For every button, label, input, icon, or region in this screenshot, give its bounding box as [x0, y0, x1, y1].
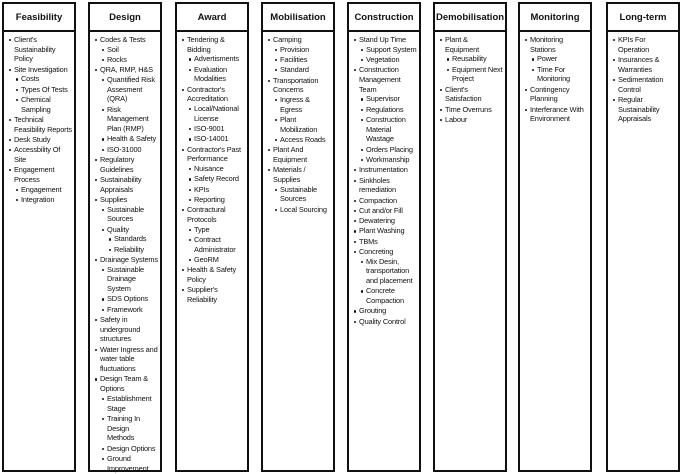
list-item-text: TBMs — [359, 236, 378, 246]
bullet-list — [107, 234, 158, 254]
list-item-text: Construction Material Wastage — [366, 115, 406, 144]
list-item — [523, 105, 588, 124]
list-item-text: Site Investigation — [14, 64, 68, 74]
stage-body — [261, 32, 335, 472]
list-item-text: Costs — [21, 74, 40, 84]
list-item-text: Contractural Protocols — [187, 205, 226, 224]
list-item-text: Concrete Compaction — [366, 286, 404, 306]
list-item-text: KPIs For Operation — [618, 35, 650, 54]
bullet-list — [523, 35, 588, 124]
stage-column-award — [175, 2, 249, 472]
stage-column-long-term — [606, 2, 680, 472]
list-item-text: Ingress & Egress — [280, 95, 310, 114]
bullet-list — [100, 205, 158, 255]
list-item — [352, 226, 417, 236]
list-item — [359, 257, 417, 286]
list-item-text: Drainage Systems — [100, 255, 158, 264]
list-item-text: Grouting — [359, 306, 387, 316]
list-item — [273, 65, 331, 75]
stage-column-monitoring — [518, 2, 592, 472]
list-item — [187, 255, 245, 265]
list-item-text: Quality Control — [359, 316, 406, 326]
list-item-text: Supplies — [100, 195, 128, 204]
list-item-text: Orders Placing — [366, 144, 413, 154]
list-item-text: Stand Up Time — [359, 35, 406, 44]
list-item-text: Plant & Equipment — [445, 35, 479, 54]
list-item-text: Type — [194, 224, 210, 234]
list-item — [359, 145, 417, 155]
bullet-list — [273, 185, 331, 215]
list-item-text: Evaluation Modalities — [194, 64, 228, 84]
list-item — [187, 54, 245, 64]
list-item — [7, 35, 72, 64]
list-item-text: Desk Study — [14, 135, 51, 144]
list-item-text: Facilities — [280, 55, 308, 64]
stage-body — [518, 32, 592, 472]
list-item-text: Health & Safety — [107, 134, 157, 144]
stage-header: Long-term — [606, 2, 680, 32]
list-item — [93, 175, 158, 194]
list-item-text: Client's Satisfaction — [445, 84, 482, 104]
list-item — [180, 265, 245, 284]
list-item-text: Cut and/or Fill — [359, 205, 403, 215]
list-item — [273, 55, 331, 65]
list-item — [93, 35, 158, 65]
bullet-list — [100, 265, 158, 315]
list-item-text: Establishment Stage — [107, 393, 152, 413]
list-item-text: Sinkholes remediation — [359, 175, 396, 195]
list-item — [100, 134, 158, 144]
stage-column-feasibility — [2, 2, 76, 472]
bullet-list — [352, 35, 417, 326]
list-item-text: Safety in underground structures — [100, 315, 141, 344]
list-item-text: Transportation Concerns — [273, 75, 319, 95]
list-item-text: Nuisance — [194, 164, 224, 174]
list-item-text: Accessbility Of Site — [14, 145, 61, 164]
list-item-text: Local Sourcing — [280, 204, 327, 214]
list-item-text: Power — [537, 54, 558, 64]
list-item — [273, 115, 331, 134]
stage-body — [606, 32, 680, 472]
bullet-list — [187, 104, 245, 144]
list-item — [107, 234, 158, 244]
list-item — [445, 65, 503, 84]
list-item — [523, 35, 588, 84]
stage-body — [175, 32, 249, 472]
bullet-list — [273, 95, 331, 145]
list-item — [530, 54, 588, 64]
stage-column-mobilisation — [261, 2, 335, 472]
list-item — [266, 76, 331, 145]
list-item — [187, 134, 245, 144]
list-item-text: Provision — [280, 44, 310, 54]
bullet-list — [359, 94, 417, 164]
list-item — [100, 444, 158, 454]
list-item — [611, 75, 676, 94]
list-item — [14, 185, 72, 195]
list-item-text: Sustainable Sources — [280, 184, 317, 204]
list-item — [187, 225, 245, 235]
list-item — [7, 165, 72, 204]
list-item — [359, 105, 417, 115]
list-item-text: Time For Monitoring — [537, 64, 571, 84]
list-item — [14, 85, 72, 95]
list-item — [352, 237, 417, 247]
list-item — [352, 306, 417, 316]
stage-header: Monitoring — [518, 2, 592, 32]
list-item-text: Regular Sustainability Appraisals — [618, 95, 660, 124]
list-item-text: Insurances & Warranties — [618, 55, 660, 74]
list-item-text: Reporting — [194, 195, 225, 204]
list-item — [266, 165, 331, 214]
list-item-text: Contractor's Past Performance — [187, 144, 241, 164]
list-item — [93, 255, 158, 314]
list-item — [100, 305, 158, 315]
list-item-text: Camping — [273, 35, 302, 44]
list-item — [523, 85, 588, 104]
bullet-list — [611, 35, 676, 124]
list-item-text: Technical Feasibility Reports — [14, 115, 72, 134]
list-item-text: Health & Safety Policy — [187, 265, 237, 284]
list-item — [352, 206, 417, 216]
list-item-text: ISO-31000 — [107, 144, 142, 154]
list-item — [187, 124, 245, 134]
list-item — [352, 247, 417, 306]
stage-body — [347, 32, 421, 472]
list-item-text: Monitoring Stations — [530, 35, 564, 54]
list-item — [14, 74, 72, 84]
list-item — [187, 195, 245, 205]
list-item — [107, 245, 158, 255]
list-item-text: Materials / Supplies — [273, 165, 306, 184]
bullet-list — [273, 45, 331, 75]
stage-header: Mobilisation — [261, 2, 335, 32]
list-item — [180, 145, 245, 205]
list-item — [7, 145, 72, 164]
list-item — [359, 286, 417, 305]
list-item-text: Instrumentation — [359, 165, 408, 175]
list-item — [352, 65, 417, 164]
list-item — [438, 85, 503, 104]
list-item — [273, 95, 331, 114]
list-item-text: Reusability — [452, 54, 487, 64]
list-item — [100, 454, 158, 473]
list-item-text: Engagement — [21, 184, 62, 194]
list-item — [180, 285, 245, 304]
list-item — [100, 205, 158, 224]
bullet-list — [180, 35, 245, 305]
list-item — [611, 55, 676, 74]
list-item — [352, 216, 417, 226]
bullet-list — [530, 54, 588, 84]
list-item-text: Compaction — [359, 195, 397, 205]
bullet-list — [14, 185, 72, 205]
list-item-text: Engagement Process — [14, 165, 55, 184]
list-item — [180, 205, 245, 264]
list-item — [359, 55, 417, 65]
list-item — [611, 95, 676, 124]
list-item — [100, 225, 158, 255]
list-item-text: Training In Design Methods — [107, 413, 140, 443]
list-item — [93, 195, 158, 254]
list-item — [266, 35, 331, 75]
list-item — [359, 155, 417, 165]
list-item — [611, 35, 676, 54]
list-item — [100, 55, 158, 65]
list-item — [352, 196, 417, 206]
stage-body — [2, 32, 76, 472]
list-item — [273, 205, 331, 215]
bullet-list — [100, 75, 158, 154]
list-item-text: Client's Sustainability Policy — [14, 35, 56, 64]
list-item — [93, 345, 158, 374]
list-item — [438, 35, 503, 84]
bullet-list — [359, 45, 417, 65]
list-item — [93, 374, 158, 473]
list-item-text: Interferance With Environment — [530, 104, 584, 124]
stage-header: Construction — [347, 2, 421, 32]
list-item-text: Labour — [445, 115, 468, 124]
bullet-list — [7, 35, 72, 205]
list-item — [187, 185, 245, 195]
list-item-text: Sustainable Drainage System — [107, 264, 144, 294]
list-item — [445, 54, 503, 64]
list-item — [7, 65, 72, 115]
bullet-list — [438, 35, 503, 125]
list-item — [352, 176, 417, 195]
bullet-list — [100, 394, 158, 473]
list-item-text: Soil — [107, 44, 119, 54]
list-item-text: Dewatering — [359, 216, 395, 226]
stage-header: Demobilisation — [433, 2, 507, 32]
list-item-text: Plant And Equipment — [273, 145, 307, 164]
list-item-text: Risk Management Plan (RMP) — [107, 104, 149, 134]
list-item — [100, 75, 158, 104]
list-item-text: Contract Administrator — [194, 235, 236, 254]
bullet-list — [100, 45, 158, 65]
list-item-text: Local/National License — [194, 104, 239, 123]
bullet-list — [14, 74, 72, 114]
list-item-text: Advertisments — [194, 54, 239, 64]
list-item — [187, 174, 245, 184]
list-item — [180, 35, 245, 84]
list-item-text: Ground Improvement — [107, 453, 149, 473]
list-item — [273, 185, 331, 204]
list-item — [438, 105, 503, 115]
list-item — [93, 155, 158, 174]
list-item — [187, 235, 245, 254]
list-item-text: Quantified Risk Assesment (QRA) — [107, 75, 155, 104]
list-item-text: Contingency Planning — [530, 84, 570, 104]
list-item-text: Contractor's Accreditation — [187, 84, 228, 104]
list-item — [187, 164, 245, 174]
list-item-text: Quality — [107, 224, 129, 234]
list-item — [7, 115, 72, 134]
list-item-text: Integration — [21, 195, 55, 204]
list-item-text: Tendering & Bidding — [187, 35, 225, 54]
list-item — [187, 65, 245, 84]
stage-header: Design — [88, 2, 162, 32]
list-item-text: Vegetation — [366, 55, 400, 64]
list-item — [273, 135, 331, 145]
list-item — [359, 115, 417, 144]
list-item — [100, 105, 158, 134]
list-item — [187, 104, 245, 123]
list-item — [93, 315, 158, 344]
stage-body — [88, 32, 162, 472]
list-item-text: Sustainability Appraisals — [100, 175, 142, 194]
list-item-text: Safety Record — [194, 174, 239, 184]
list-item — [352, 35, 417, 65]
list-item-text: KPIs — [194, 184, 210, 194]
bullet-list — [445, 54, 503, 84]
list-item-text: Plant Mobilization — [280, 115, 318, 134]
list-item-text: Supervisor — [366, 94, 400, 104]
list-item — [7, 135, 72, 145]
list-item — [438, 115, 503, 125]
list-item-text: Water Ingress and water table fluctuations — [100, 344, 158, 374]
list-item-text: Types Of Tests — [21, 84, 68, 94]
list-item — [180, 85, 245, 144]
list-item-text: Reliability — [114, 244, 144, 254]
list-item — [100, 414, 158, 443]
stage-body — [433, 32, 507, 472]
list-item-text: Access Roads — [280, 135, 326, 144]
list-item-text: Sustainable Sources — [107, 204, 144, 224]
list-item-text: Codes & Tests — [100, 35, 146, 44]
list-item — [100, 45, 158, 55]
list-item-text: Equipment Next Project — [452, 64, 503, 84]
list-item-text: Plant Washing — [359, 226, 405, 236]
bullet-list — [266, 35, 331, 214]
list-item-text: Framework — [107, 304, 143, 314]
stage-header: Feasibility — [2, 2, 76, 32]
list-item-text: Concreting — [359, 247, 394, 257]
list-item — [530, 65, 588, 84]
list-item — [100, 394, 158, 413]
list-item — [93, 65, 158, 154]
list-item-text: Time Overruns — [445, 104, 492, 114]
list-item — [100, 265, 158, 294]
list-item — [14, 95, 72, 114]
list-item — [359, 45, 417, 55]
list-item-text: Chemical Sampling — [21, 95, 51, 114]
list-item-text: QRA, RMP, H&S — [100, 65, 153, 75]
list-item — [352, 165, 417, 175]
list-item-text: Sedimentation Control — [618, 75, 664, 94]
list-item-text: Workmanship — [366, 155, 410, 164]
list-item — [273, 45, 331, 55]
stage-column-design — [88, 2, 162, 472]
list-item — [100, 145, 158, 155]
stage-column-demobilisation — [433, 2, 507, 472]
list-item-text: Mix Desin, transportation and placement — [366, 256, 413, 286]
list-item-text: Rocks — [107, 55, 127, 64]
list-item-text: Regulatory Guidelines — [100, 155, 135, 174]
list-item-text: Standards — [114, 234, 147, 244]
bullet-list — [187, 164, 245, 205]
bullet-list — [187, 54, 245, 84]
stage-header: Award — [175, 2, 249, 32]
list-item-text: ISO-14001 — [194, 134, 229, 144]
list-item-text: GeoRM — [194, 255, 219, 264]
list-item-text: Construction Management Team — [359, 65, 401, 94]
list-item-text: ISO-9001 — [194, 124, 225, 134]
list-item-text: Standard — [280, 65, 309, 75]
stage-column-construction — [347, 2, 421, 472]
bullet-list — [359, 257, 417, 306]
list-item-text: SDS Options — [107, 294, 149, 304]
list-item-text: Regulations — [366, 104, 404, 114]
bullet-list — [187, 225, 245, 265]
list-item — [266, 145, 331, 164]
list-item — [359, 94, 417, 104]
list-item-text: Support System — [366, 44, 417, 54]
list-item — [352, 317, 417, 327]
list-item — [100, 294, 158, 304]
list-item-text: Supplier's Reliability — [187, 285, 218, 304]
bullet-list — [93, 35, 158, 473]
list-item — [14, 195, 72, 205]
list-item-text: Design Options — [107, 443, 156, 453]
list-item-text: Design Team & Options — [100, 374, 149, 394]
